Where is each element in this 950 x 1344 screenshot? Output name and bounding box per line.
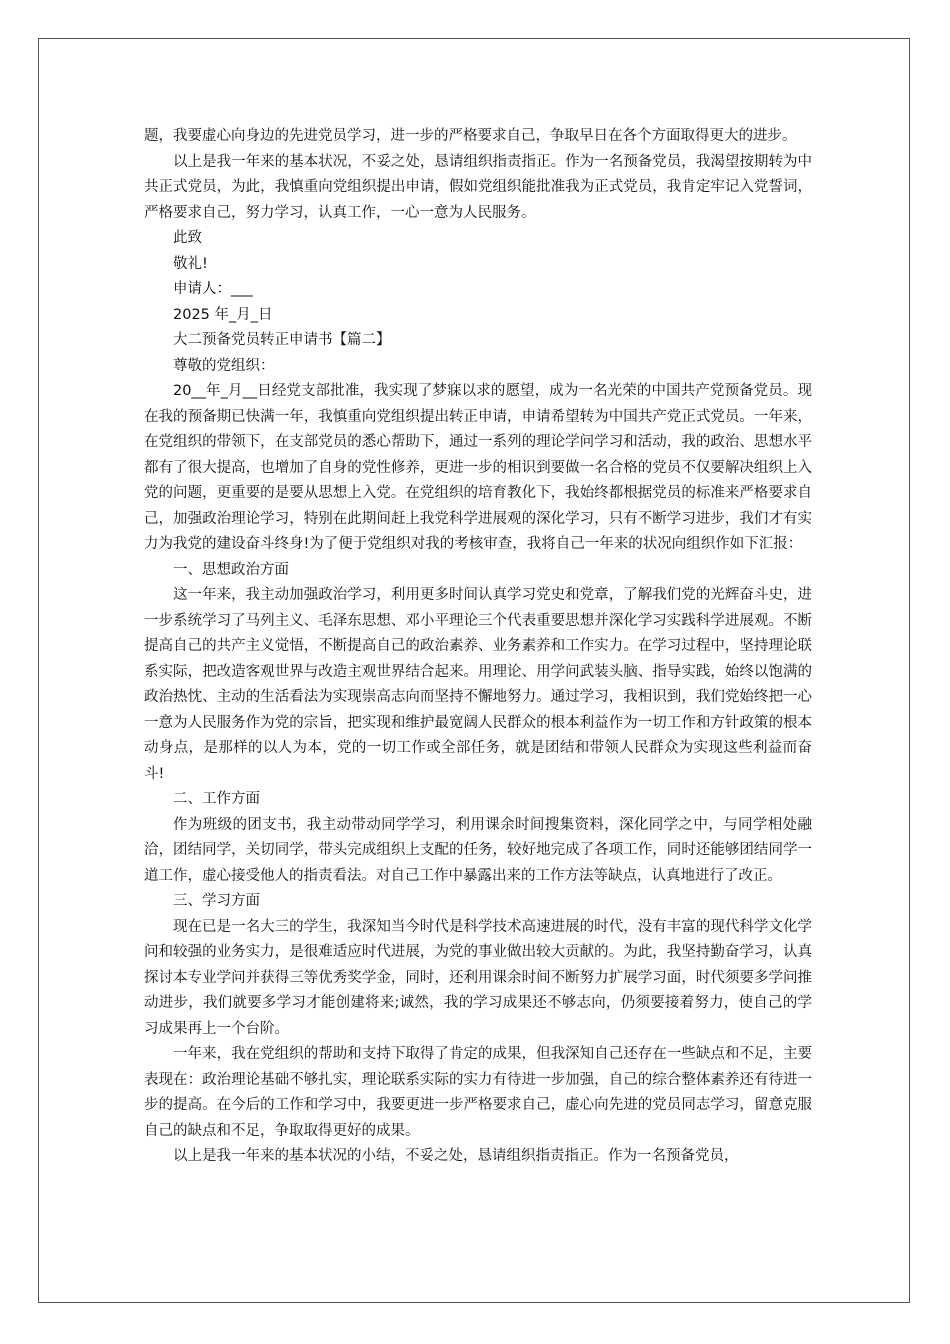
closing-cizhi: 此致: [173, 230, 202, 246]
paragraph-politics: 这一年来，我主动加强政治学习，利用更多时间认真学习党史和党章，了解我们党的光辉奋斗史，进一步系统学习了马列主义、毛泽东思想、邓小平理论三个代表重要思想并深化学习实践科学进展观。不断提高自己的共产主义觉悟，不断提高自己的政治素养、业务素养和工作实力。在学习过程中，坚持理论联系实际，把改造客观世界与改造主观世界结合起来。用理论、用学问武装头脑、指导实践，始终以饱满的政治热忱、主动的生活看法为实现崇高志向而坚持不懈地努力。通过学习，我相识到，我们党始终把一心一意为人民服务作为党的宗旨，把实现和维护最宽阔人民群众的根本利益作为一切工作和方针政策的根本动身点，是那样的以人为本，党的一切工作或全部任务，就是团结和带领人民群众为实现这些利益而奋斗!: [144, 587, 812, 782]
heading-politics: 一、思想政治方面: [173, 561, 289, 578]
closing-jingli: 敬礼!: [173, 255, 208, 272]
paragraph-study: 现在已是一名大三的学生，我深知当今时代是科学技术高速进展的时代，没有丰富的现代科学文化学问和较强的业务实力，是很难适应时代进展，为党的事业做出较大贡献的。为此，我坚持勤奋学习，认真探讨本专业学问并获得三等优秀奖学金，同时，还利用课余时间不断努力扩展学习面，时代须要多学问推动进步，我们就要多学习才能创建将来;诚然，我的学习成果还不够志向，仍须要接着努力，使自己的学习成果再上一个台阶。: [144, 918, 812, 1037]
date-line: 2025 年_月_日: [173, 306, 273, 323]
document-body: [144, 124, 812, 1170]
paragraph-intro: 20__年_月__日经党支部批准，我实现了梦寐以求的愿望，成为一名光荣的中国共产党预备党员。现在我的预备期已快满一年，我慎重向党组织提出转正申请，申请希望转为中国共产党正式党员。一年来，在党组织的带领下，在支部党员的悉心帮助下，通过一系列的理论学问学习和活动，我的政治、思想水平都有了很大提高，也增加了自身的党性修养，更进一步的相识到要做一名合格的党员不仅要解决组织上入党的问题，更重要的是要从思想上入党。在党组织的培育教化下，我始终都根据党员的标准来严格要求自己，加强政治理论学习，特别在此期间赶上我党科学进展观的深化学习，只有不断学习进步，我们才有实力为我党的建设奋斗终身!为了便于党组织对我的考核审查，我将自己一年来的状况向组织作如下汇报：: [144, 383, 812, 552]
paragraph-shortcomings: 一年来，我在党组织的帮助和支持下取得了肯定的成果，但我深知自己还存在一些缺点和不足，主要表现在：政治理论基础不够扎实，理论联系实际的实力有待进一步加强，自己的综合整体素养还有待进一步的提高。在今后的工作和学习中，我要更进一步严格要求自己，虚心向先进的党员同志学习，留意克服自己的缺点和不足，争取取得更好的成果。: [144, 1046, 812, 1139]
salutation: 尊敬的党组织：: [173, 357, 275, 374]
paragraph-conclusion: 以上是我一年来的基本状况的小结，不妥之处，恳请组织指责指正。作为一名预备党员，: [173, 1148, 739, 1164]
applicant-line: 申请人：___: [173, 281, 253, 297]
heading-work: 二、工作方面: [173, 791, 260, 807]
paragraph-continued: 题，我要虚心向身边的先进党员学习，进一步的严格要求自己，争取早日在各个方面取得更大的进步。: [144, 128, 797, 144]
paragraph-summary: 以上是我一年来的基本状况，不妥之处，恳请组织指责指正。作为一名预备党员，我渴望按期转为中共正式党员，为此，我慎重向党组织提出申请，假如党组织能批准我为正式党员，我肯定牢记入党誓词，严格要求自己，努力学习，认真工作，一心一意为人民服务。: [144, 153, 812, 221]
paragraph-work: 作为班级的团支书，我主动带动同学学习，利用课余时间搜集资料，深化同学之中，与同学相处融洽，团结同学，关切同学，带头完成组织上支配的任务，较好地完成了各项工作，同时还能够团结同学一道工作，虚心接受他人的指责看法。对自己工作中暴露出来的工作方法等缺点，认真地进行了改正。: [144, 816, 812, 884]
heading-study: 三、学习方面: [173, 893, 260, 909]
section-title: 大二预备党员转正申请书【篇二】: [173, 332, 391, 348]
